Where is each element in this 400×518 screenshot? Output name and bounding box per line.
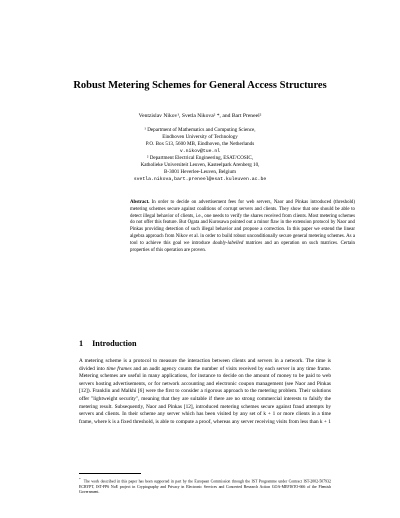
abstract: [130, 200, 355, 254]
section-title: Introduction: [92, 339, 137, 348]
affiliation-2-line2: Katholieke Universiteit Leuven, Kasteelpark Arenberg 10,: [140, 162, 260, 168]
section-number: 1: [79, 339, 84, 348]
abstract-text-b: matrices and an operation on such matrices. Certain properties of this operation are proven.: [130, 240, 355, 253]
abstract-emphasis: doubly-labelled: [212, 240, 244, 246]
affiliation-2: [0, 155, 400, 183]
intro-text-1: A metering scheme is a protocol to measure the interaction between clients and servers in a network. The time is divided into: [79, 358, 331, 372]
paper-title: [0, 79, 400, 93]
affiliation-1-email: v.nikov@tue.nl: [179, 149, 221, 154]
author-list: Ventzislav Nikov¹, Svetla Nikova² *, and Bart Preneel²: [138, 113, 262, 119]
footnote-mark: *: [79, 477, 81, 481]
abstract-text-a: In order to decide on advertisement fees for web servers, Naor and Pinkas introduced (threshold) metering schemes secure against coalitions of corrupt servers and clients. They show that one should be able to detect illegal behavior of clients, i.e., one needs to verify the shares received from clients. Most metering schemes do not offer this feature. But Ogata and Kurosawa pointed out a minor flaw in the extension protocol by Naor and Pinkas providing detection of such illegal behavior and propose a correction. In this paper we extend the linear algebra approach from Nikov et al. in order to build robust unconditionally secure general metering schemes. As a tool to achieve this goal we introduce: [130, 200, 355, 246]
footnote-text: The work described in this paper has been supported in part by the European Commission through the IST Programme under Contract IST-2002-507932 ECRYPT, IST-FP6 NoE project in Cryptography and Privacy in Electronic Services and Concerted Research Action GOA-MEFISTO-666 of the Flemish Government.: [79, 479, 331, 494]
affiliation-1: [0, 127, 400, 155]
footnote-rule: [79, 473, 141, 474]
abstract-label: Abstract.: [130, 200, 150, 205]
affiliation-1-line3: P.O. Box 513, 5600 MB, Eindhoven, the Netherlands: [145, 141, 255, 147]
affiliation-1-line1: ¹ Department of Mathematics and Computing Science,: [144, 127, 256, 133]
affiliation-2-line1: ² Department Electrical Engineering, ESAT/COSIC,: [146, 155, 254, 161]
footnote: [79, 477, 331, 495]
intro-emphasis: time frames: [106, 365, 132, 372]
paper-title-text: Robust Metering Schemes for General Access Structures: [73, 80, 327, 91]
affiliation-2-email: svetla.nikova,bart.preneel@esat.kuleuven.ac.be: [133, 177, 267, 182]
intro-text-2: and an audit agency counts the number of visits received by each server in any time frame. Metering schemes are useful in many applications, for instance to decide on the amount of money to be paid to web servers hosting advertisements, or for network accounting and electronic coupon management (see Naor and Pinkas [12]). Franklin and Malkhi [6] were the first to consider a rigorous approach to the metering problem. Their solutions offer "lightweight security", meaning that they are suitable if there are no strong commercial interests to falsify the metering result. Subsequently, Naor and Pinkas [12], introduced metering schemes secure against fraud attempts by servers and clients. In their scheme any server which has been visited by any set of k + 1 or more clients in a time frame, where k is a fixed threshold, is able to compute a proof, whereas any server receiving visits from less than k + 1: [79, 365, 331, 425]
intro-paragraph: [79, 358, 331, 426]
affiliation-1-line2: Eindhoven University of Technology: [162, 134, 238, 140]
affiliation-2-line3: B-3001 Heverlee-Leuven, Belgium: [164, 169, 236, 175]
section-heading: [79, 339, 137, 348]
